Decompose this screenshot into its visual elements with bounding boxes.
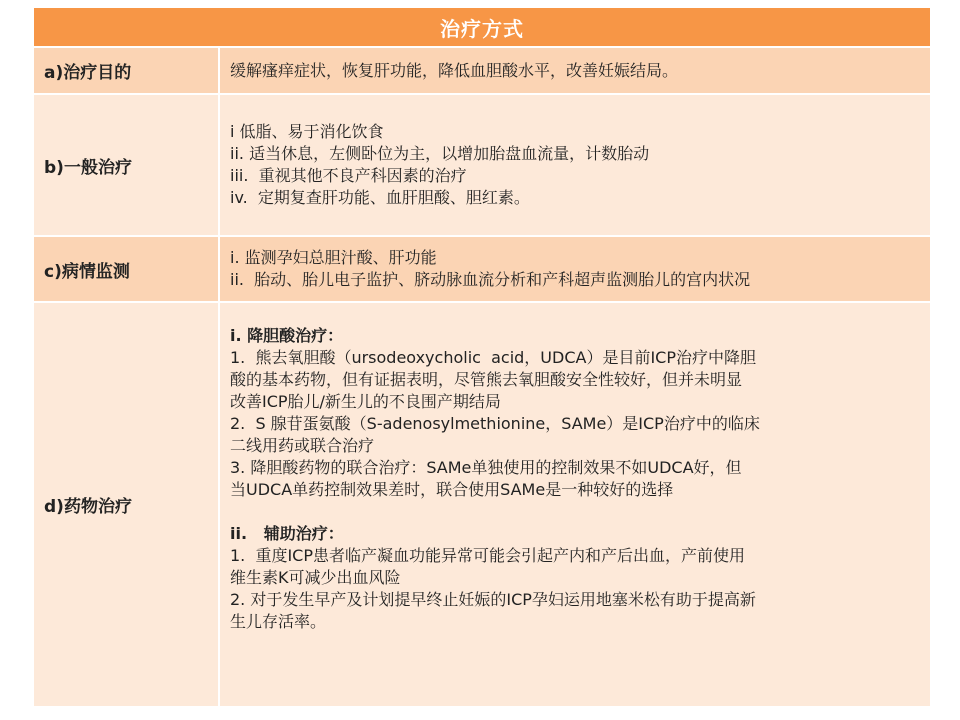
section-title: ii. 辅助治疗：: [230, 524, 344, 543]
content-line: 1. 熊去氧胆酸（ursodeoxycholic acid，UDCA）是目前ICP治疗中降胆: [230, 348, 756, 367]
content-line: iii. 重视其他不良产科因素的治疗: [230, 166, 467, 185]
table-row: [34, 48, 930, 95]
section-title: i. 降胆酸治疗：: [230, 326, 344, 345]
table-title: 治疗方式: [440, 16, 524, 41]
content-line: 二线用药或联合治疗: [230, 436, 375, 455]
content-line: 1. 重度ICP患者临产凝血功能异常可能会引起产内和产后出血，产前使用: [230, 546, 745, 565]
content-line: 酸的基本药物，但有证据表明，尽管熊去氧胆酸安全性较好，但并未明显: [230, 370, 743, 389]
content-line: 2. 对于发生早产及计划提早终止妊娠的ICP孕妇运用地塞米松有助于提高新: [230, 590, 756, 609]
content-line: 维生素K可减少出血风险: [230, 568, 401, 587]
content-line: 改善ICP胎儿/新生儿的不良围产期结局: [230, 392, 501, 411]
table-row: [34, 303, 930, 708]
content-line: 2. S 腺苷蛋氨酸（S-adenosylmethionine，SAMe）是ICP治疗中的临床: [230, 414, 760, 433]
row-label: a)治疗目的: [34, 48, 220, 93]
content-line: i 低脂、易于消化饮食: [230, 122, 384, 141]
row-content: [220, 95, 930, 235]
row-content: [220, 48, 930, 93]
row-content: [220, 303, 930, 706]
row-label: c)病情监测: [34, 237, 220, 301]
content-line: iv. 定期复查肝功能、血肝胆酸、胆红素。: [230, 188, 530, 207]
table-row: [34, 237, 930, 303]
treatment-table: [34, 8, 930, 708]
table-header: [34, 8, 930, 48]
section-spacer: [230, 501, 920, 523]
row-label: d)药物治疗: [34, 303, 220, 706]
row-content: [220, 237, 930, 301]
table-row: [34, 95, 930, 237]
content-line: i. 监测孕妇总胆汁酸、肝功能: [230, 248, 437, 267]
content-line: ii. 胎动、胎儿电子监护、脐动脉血流分析和产科超声监测胎儿的宫内状况: [230, 270, 751, 289]
content-line: 3. 降胆酸药物的联合治疗：SAMe单独使用的控制效果不如UDCA好，但: [230, 458, 742, 477]
row-label: b)一般治疗: [34, 95, 220, 235]
content-line: 当UDCA单药控制效果差时，联合使用SAMe是一种较好的选择: [230, 480, 674, 499]
content-line: ii. 适当休息，左侧卧位为主，以增加胎盘血流量，计数胎动: [230, 144, 650, 163]
content-line: 生儿存活率。: [230, 612, 327, 631]
content-line: 缓解瘙痒症状，恢复肝功能，降低血胆酸水平，改善妊娠结局。: [230, 60, 679, 80]
